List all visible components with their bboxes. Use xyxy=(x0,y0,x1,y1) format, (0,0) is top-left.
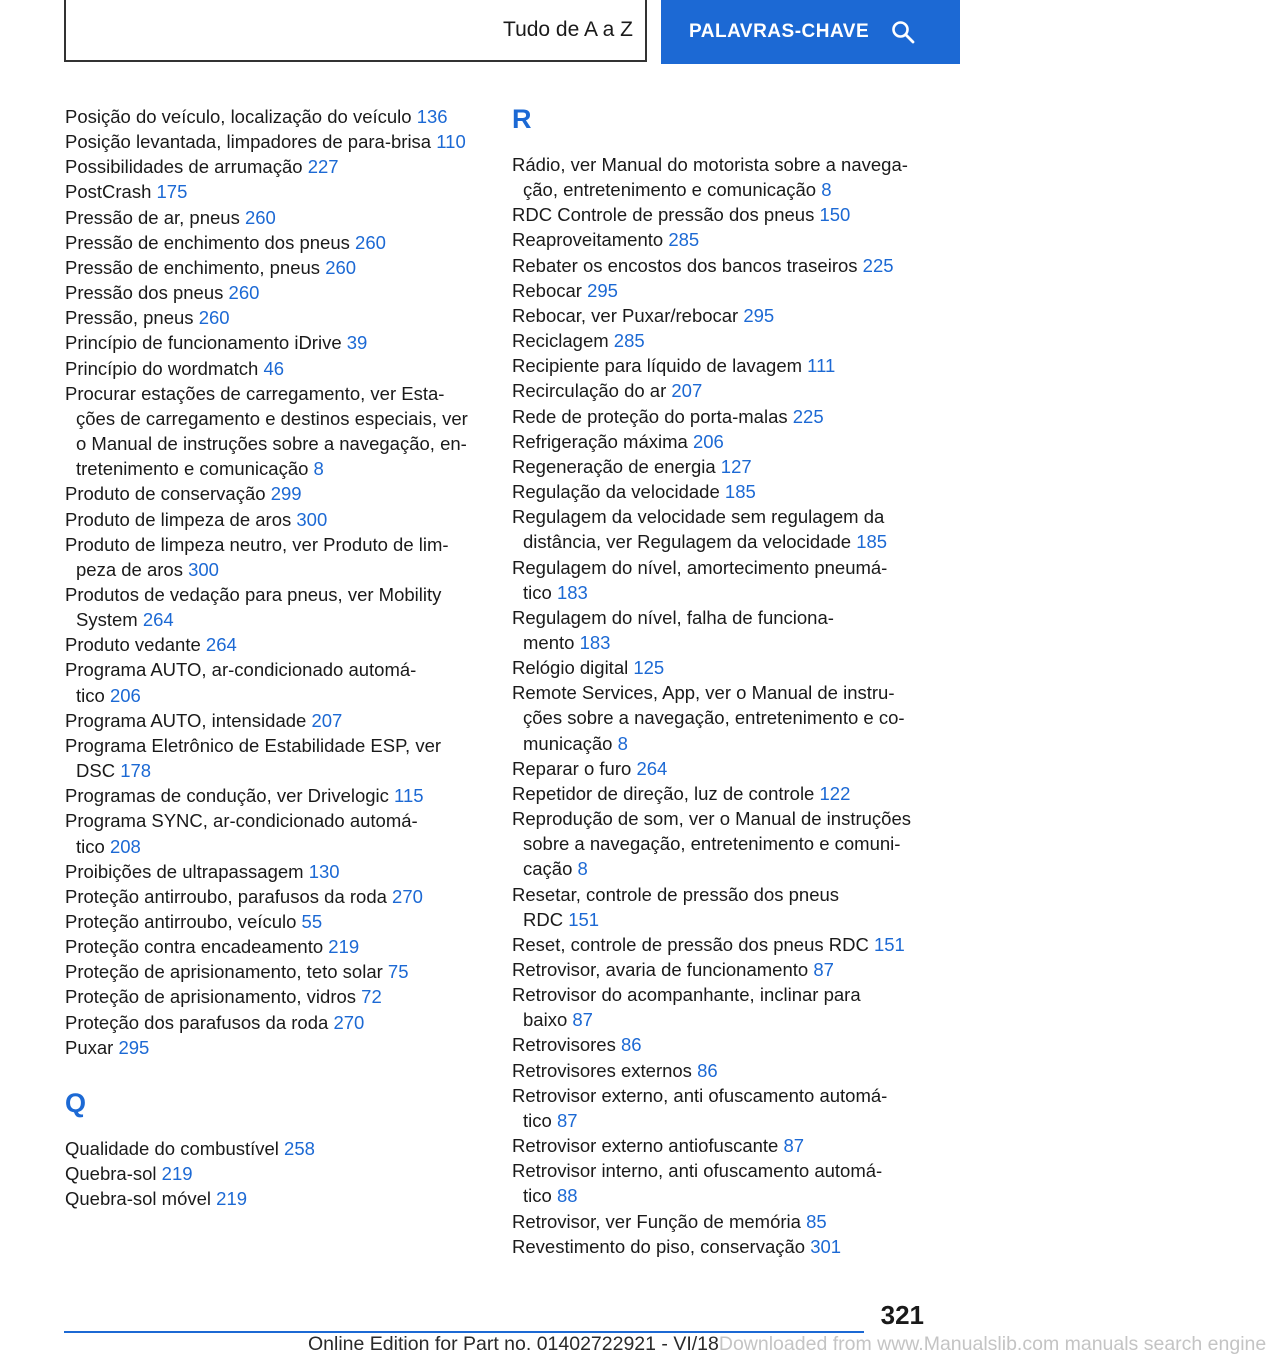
page-link[interactable]: 270 xyxy=(333,1011,365,1033)
index-entry-text: Rebater os encostos dos bancos traseiros xyxy=(512,254,858,276)
index-entry xyxy=(65,859,485,884)
index-entry xyxy=(65,657,485,707)
page-link[interactable]: 87 xyxy=(572,1009,593,1031)
index-entry-text: Retrovisor do acompanhante, inclinar para baixo xyxy=(512,984,861,1031)
index-entry-text: Resetar, controle de pressão dos pneus RDC xyxy=(512,883,840,930)
index-entry-text: Proteção antirroubo, veículo xyxy=(65,911,297,932)
index-entry xyxy=(512,1058,932,1083)
index-entry xyxy=(65,356,485,381)
index-entry xyxy=(65,984,485,1009)
index-entry-text: Puxar xyxy=(65,1036,114,1058)
index-entry xyxy=(65,104,485,129)
index-entry-text: Retrovisores xyxy=(512,1034,616,1056)
page-link[interactable]: 88 xyxy=(556,1185,578,1207)
index-entry-text: Rebocar, ver Puxar/rebocar xyxy=(512,304,739,326)
page-link[interactable]: 285 xyxy=(613,330,645,352)
page-link[interactable]: 225 xyxy=(792,405,824,427)
index-entry xyxy=(65,808,485,858)
index-entry-text: Programa SYNC, ar-condicionado automá- tico xyxy=(65,810,418,857)
index-column-left xyxy=(65,104,485,1211)
index-entry-text: Regulagem da velocidade sem regulagem da distância, ver Regulagem da velocidade xyxy=(512,506,885,553)
footer-watermark: Downloaded from www.Manualslib.com manuals search engine xyxy=(718,1333,1266,1355)
index-entry-text: PostCrash xyxy=(65,181,152,203)
page-link[interactable]: 207 xyxy=(671,380,703,402)
index-entry-text: Quebra-sol móvel xyxy=(65,1188,212,1210)
index-entry-text: Regulação da velocidade xyxy=(512,481,720,503)
page-link[interactable]: 55 xyxy=(301,911,323,932)
index-entry xyxy=(65,205,485,230)
page-link[interactable]: 110 xyxy=(436,131,466,153)
page-link[interactable]: 295 xyxy=(118,1036,150,1058)
search-icon xyxy=(891,20,915,44)
index-entry xyxy=(512,429,932,454)
index-entry xyxy=(512,152,932,202)
page-link[interactable]: 39 xyxy=(346,332,368,354)
index-entry-text: Reprodução de som, ver o Manual de instruções sobre a navegação, entretenimento e comuni- cação xyxy=(512,808,911,880)
index-column-right xyxy=(512,104,932,1259)
index-entry xyxy=(512,1209,932,1234)
index-entry xyxy=(512,1133,932,1158)
page-link[interactable]: 46 xyxy=(263,357,285,379)
index-entry-text: Produto vedante xyxy=(65,634,201,656)
page-number: 321 xyxy=(880,1300,924,1330)
index-entry xyxy=(512,303,932,328)
index-list-q xyxy=(65,1136,485,1211)
footer-edition: Online Edition for Part no. 01402722921 - VI/18 xyxy=(308,1333,719,1355)
index-entry xyxy=(65,884,485,909)
index-entry-text: RDC Controle de pressão dos pneus xyxy=(512,204,815,226)
index-entry-text: Reset, controle de pressão dos pneus RDC xyxy=(512,933,869,955)
page-link[interactable]: 207 xyxy=(311,709,343,731)
index-entry xyxy=(512,756,932,781)
index-entry-text: Pressão dos pneus xyxy=(65,282,224,304)
index-entry xyxy=(512,454,932,479)
index-entry-text: Programas de condução, ver Drivelogic xyxy=(65,785,389,807)
page-link[interactable]: 86 xyxy=(697,1059,718,1081)
section-spacer xyxy=(65,1060,485,1090)
page-link[interactable]: 125 xyxy=(633,657,665,679)
page-link[interactable]: 136 xyxy=(416,106,448,127)
section-letter-r: R xyxy=(512,104,532,134)
index-entry-text: Relógio digital xyxy=(512,657,629,679)
index-entry-text: Programa Eletrônico de Estabilidade ESP, ver DSC xyxy=(65,734,442,782)
top-navigation xyxy=(64,0,960,64)
index-entry-text: Recirculação do ar xyxy=(512,380,667,402)
index-entry-text: Refrigeração máxima xyxy=(512,430,688,452)
index-entry xyxy=(512,555,932,605)
page-link[interactable]: 264 xyxy=(142,609,174,631)
tab-a-to-z-label: Tudo de A a Z xyxy=(503,18,633,41)
index-entry xyxy=(65,1010,485,1035)
page-link[interactable]: 8 xyxy=(821,179,832,201)
index-entry xyxy=(65,154,485,179)
page-link[interactable]: 75 xyxy=(387,961,409,983)
page-link[interactable]: 295 xyxy=(743,304,775,326)
page-link[interactable]: 260 xyxy=(355,231,386,253)
page-link[interactable]: 285 xyxy=(668,229,700,251)
index-entry xyxy=(65,280,485,305)
index-entry xyxy=(65,708,485,733)
index-entry-text: Rádio, ver Manual do motorista sobre a navega- ção, entretenimento e comunicação xyxy=(512,154,908,201)
index-entry-text: Programa AUTO, intensidade xyxy=(65,709,307,731)
index-entry xyxy=(65,1186,485,1211)
page-link[interactable]: 295 xyxy=(587,279,618,301)
index-entry-text: Reparar o furo xyxy=(512,757,632,779)
page-link[interactable]: 72 xyxy=(361,986,382,1008)
index-entry-text: Possibilidades de arrumação xyxy=(65,156,303,178)
page-link[interactable]: 219 xyxy=(216,1188,248,1210)
index-entry-text: Retrovisor, ver Função de memória xyxy=(512,1210,801,1232)
index-entry-text: Rede de proteção do porta-malas xyxy=(512,405,788,427)
index-entry xyxy=(65,305,485,330)
index-entry xyxy=(65,507,485,532)
index-entry xyxy=(65,1161,485,1186)
index-entry xyxy=(65,1136,485,1161)
index-entry xyxy=(65,330,485,355)
page-link[interactable]: 8 xyxy=(617,732,628,754)
index-entry-text: Repetidor de direção, luz de controle xyxy=(512,782,815,804)
index-entry-text: Proteção de aprisionamento, vidros xyxy=(65,986,357,1008)
index-entry xyxy=(65,1035,485,1060)
page-link[interactable]: 85 xyxy=(806,1210,827,1232)
page-link[interactable]: 227 xyxy=(307,156,339,178)
index-entry-text: Revestimento do piso, conservação xyxy=(512,1235,806,1257)
index-entry xyxy=(65,959,485,984)
index-entry xyxy=(512,932,932,957)
index-entry xyxy=(512,1032,932,1057)
page-link[interactable]: 151 xyxy=(568,908,600,930)
page-link[interactable]: 258 xyxy=(284,1137,315,1159)
page-link[interactable]: 264 xyxy=(636,757,668,779)
index-entry-text: Rebocar xyxy=(512,279,582,301)
index-entry xyxy=(512,1083,932,1133)
page-link[interactable]: 8 xyxy=(313,458,324,480)
page-link[interactable]: 150 xyxy=(819,204,851,226)
index-entry-text: Retrovisor externo, anti ofuscamento automá- tico xyxy=(512,1084,888,1131)
index-entry xyxy=(512,479,932,504)
page-link[interactable]: 260 xyxy=(244,206,276,228)
index-entry-text: Reciclagem xyxy=(512,330,609,352)
index-entry xyxy=(512,278,932,303)
index-entry xyxy=(65,632,485,657)
index-list-p xyxy=(65,104,485,1060)
page-link[interactable]: 8 xyxy=(577,858,588,880)
index-entry xyxy=(65,179,485,204)
page-link[interactable]: 301 xyxy=(810,1235,842,1257)
index-entry-text: Retrovisor externo antiofuscante xyxy=(512,1135,779,1157)
index-entry-text: Regulagem do nível, falha de funciona- mento xyxy=(512,606,834,653)
index-entry-text: Proibições de ultrapassagem xyxy=(65,860,304,882)
index-entry xyxy=(512,806,932,881)
index-entry-text: Proteção contra encadeamento xyxy=(65,936,324,958)
index-entry xyxy=(65,783,485,808)
index-entry xyxy=(65,582,485,632)
index-entry xyxy=(512,655,932,680)
index-entry xyxy=(512,328,932,353)
index-entry xyxy=(512,253,932,278)
index-entry-text: Quebra-sol xyxy=(65,1163,157,1185)
page-link[interactable]: 208 xyxy=(109,835,141,857)
index-entry-text: Pressão de enchimento, pneus xyxy=(65,256,321,278)
index-entry-text: Retrovisor, avaria de funcionamento xyxy=(512,959,809,980)
index-entry-text: Posição levantada, limpadores de para-brisa xyxy=(65,131,432,153)
page-link[interactable]: 87 xyxy=(813,959,834,980)
index-entry-text: Princípio do wordmatch xyxy=(65,357,259,379)
index-entry xyxy=(65,934,485,959)
page-link[interactable]: 260 xyxy=(198,307,230,329)
index-entry-text: Produtos de vedação para pneus, ver Mobility System xyxy=(65,583,442,631)
page-link[interactable]: 111 xyxy=(807,355,836,377)
index-entry-text: Proteção de aprisionamento, teto solar xyxy=(65,961,383,983)
page-link[interactable]: 115 xyxy=(394,785,424,807)
index-entry-text: Proteção dos parafusos da roda xyxy=(65,1011,329,1033)
index-entry-text: Remote Services, App, ver o Manual de instru- ções sobre a navegação, entretenimento e co- municação xyxy=(512,682,905,754)
tab-a-to-z[interactable] xyxy=(64,0,647,62)
page-link[interactable]: 86 xyxy=(620,1034,642,1056)
index-entry xyxy=(65,129,485,154)
page-link[interactable]: 260 xyxy=(325,256,357,278)
index-entry-text: Regulagem do nível, amortecimento pneumá- tico xyxy=(512,556,888,603)
index-entry xyxy=(512,227,932,252)
index-entry-text: Produto de conservação xyxy=(65,483,266,505)
index-entry xyxy=(512,605,932,655)
index-entry-text: Reaproveitamento xyxy=(512,229,664,251)
page-link[interactable]: 175 xyxy=(156,181,188,203)
page-link[interactable]: 185 xyxy=(724,481,756,503)
index-entry xyxy=(512,404,932,429)
tab-keywords-label: PALAVRAS-CHAVE xyxy=(689,21,870,42)
index-entry xyxy=(512,202,932,227)
index-entry-text: Retrovisor interno, anti ofuscamento automá- tico xyxy=(512,1160,883,1207)
index-entry-text: Regeneração de energia xyxy=(512,455,716,477)
page-link[interactable]: 130 xyxy=(308,860,340,882)
index-entry xyxy=(65,230,485,255)
index-entry xyxy=(512,1234,932,1259)
index-entry xyxy=(512,957,932,982)
index-entry-text: Qualidade do combustível xyxy=(65,1137,279,1159)
page-link[interactable]: 300 xyxy=(296,508,328,530)
tab-keywords[interactable] xyxy=(661,0,960,64)
index-entry xyxy=(512,982,932,1032)
index-entry-text: Princípio de funcionamento iDrive xyxy=(65,332,342,354)
page-link[interactable]: 122 xyxy=(819,782,851,804)
index-entry xyxy=(512,1158,932,1208)
index-entry xyxy=(512,781,932,806)
index-entry-text: Posição do veículo, localização do veículo xyxy=(65,106,412,127)
page-link[interactable]: 178 xyxy=(120,760,152,782)
index-entry xyxy=(512,378,932,403)
index-entry xyxy=(512,504,932,554)
page-link[interactable]: 219 xyxy=(161,1163,193,1185)
index-entry-text: Procurar estações de carregamento, ver Esta- ções de carregamento e destinos especiais, ver o Manual de instruções sobre a navegação, en- tretenimento e comunicação xyxy=(65,382,468,480)
index-entry xyxy=(65,532,485,582)
index-entry-text: Retrovisores externos xyxy=(512,1059,692,1081)
page-link[interactable]: 183 xyxy=(579,631,611,653)
page-link[interactable]: 206 xyxy=(692,430,724,452)
page-link[interactable]: 185 xyxy=(856,531,888,553)
index-entry xyxy=(512,353,932,378)
index-entry xyxy=(65,381,485,482)
page-link[interactable]: 270 xyxy=(392,885,423,907)
page-link[interactable]: 219 xyxy=(328,936,360,958)
page-link[interactable]: 299 xyxy=(270,483,302,505)
index-entry xyxy=(65,733,485,783)
page-link[interactable]: 300 xyxy=(188,558,219,580)
index-entry xyxy=(65,255,485,280)
footer xyxy=(308,1333,1266,1356)
index-entry xyxy=(512,680,932,755)
page-link[interactable]: 183 xyxy=(556,581,588,603)
page-link[interactable]: 87 xyxy=(783,1135,805,1157)
index-entry xyxy=(65,481,485,506)
page-link[interactable]: 225 xyxy=(862,254,894,276)
page-link[interactable]: 206 xyxy=(109,684,141,706)
page-link[interactable]: 87 xyxy=(556,1109,578,1131)
index-entry xyxy=(65,909,485,934)
index-entry-text: Programa AUTO, ar-condicionado automá- tico xyxy=(65,659,417,706)
section-letter-q: Q xyxy=(65,1087,87,1118)
index-list-r xyxy=(512,152,932,1259)
index-entry-text: Recipiente para líquido de lavagem xyxy=(512,355,803,377)
page-link[interactable]: 260 xyxy=(228,282,260,304)
index-entry-text: Proteção antirroubo, parafusos da roda xyxy=(65,885,387,907)
index-entry-text: Pressão de enchimento dos pneus xyxy=(65,231,350,253)
index-entry-text: Produto de limpeza de aros xyxy=(65,508,292,530)
page-link[interactable]: 151 xyxy=(873,933,905,955)
page-link[interactable]: 264 xyxy=(205,634,237,656)
index-entry-text: Pressão de ar, pneus xyxy=(65,206,240,228)
index-entry-text: Pressão, pneus xyxy=(65,307,194,329)
index-entry xyxy=(512,882,932,932)
page-link[interactable]: 127 xyxy=(720,455,752,477)
index-entry-text: Produto de limpeza neutro, ver Produto de lim- peza de aros xyxy=(65,533,449,580)
